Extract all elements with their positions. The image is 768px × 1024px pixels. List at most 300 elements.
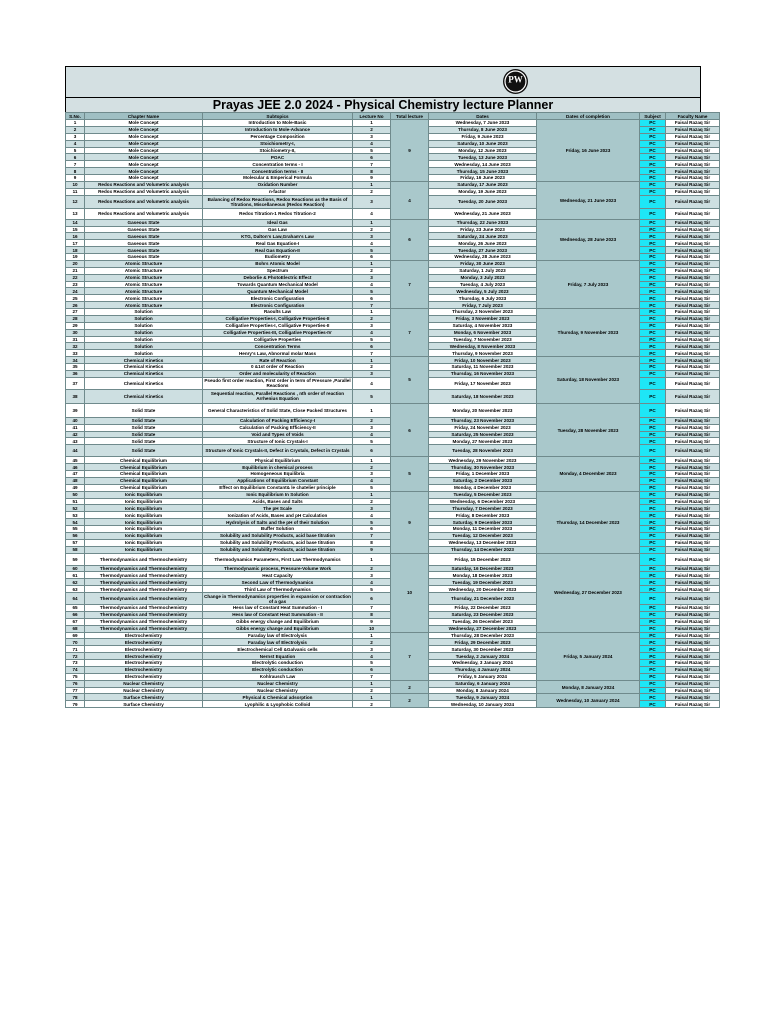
lecture-no: 5: [353, 660, 391, 667]
faculty-name: Faisal Razaq Sir: [666, 154, 720, 161]
lecture-no: 3: [353, 133, 391, 140]
chapter-name: Ionic Equilibrium: [85, 526, 203, 533]
table-row: [66, 309, 720, 316]
subject-code: PC: [640, 438, 666, 445]
lecture-no: 3: [353, 471, 391, 478]
lecture-date: Saturday, 30 December 2023: [429, 646, 537, 653]
subject-code: PC: [640, 309, 666, 316]
subtopic: Lyophilic & Lyophobic Colloid: [203, 701, 353, 708]
chapter-name: Ionic Equilibrium: [85, 539, 203, 546]
serial-no: 13: [66, 208, 85, 219]
serial-no: 26: [66, 302, 85, 309]
total-lecture: 4: [391, 181, 429, 219]
chapter-name: Ionic Equilibrium: [85, 512, 203, 519]
lecture-date: Wednesday, 21 June 2023: [429, 208, 537, 219]
chapter-name: Redox Reactions and Volumetric analysis: [85, 195, 203, 208]
subtopic: Order and molecularity of Reaction: [203, 370, 353, 377]
faculty-name: Faisal Razaq Sir: [666, 680, 720, 687]
serial-no: 35: [66, 364, 85, 371]
chapter-name: Thermodynamics and Thermochemistry: [85, 586, 203, 593]
subject-code: PC: [640, 254, 666, 261]
subject-code: PC: [640, 424, 666, 431]
chapter-name: Nuclear Chemistry: [85, 680, 203, 687]
subject-code: PC: [640, 140, 666, 147]
faculty-name: Faisal Razaq Sir: [666, 370, 720, 377]
completion-date: Friday, 7 July 2023: [537, 260, 640, 308]
subtopic: Electrolytic conduction: [203, 666, 353, 673]
faculty-name: Faisal Razaq Sir: [666, 181, 720, 188]
subtopic: Colligative Properties: [203, 336, 353, 343]
subtopic: Stoichiometry-I,: [203, 140, 353, 147]
lecture-date: Monday, 12 June 2023: [429, 147, 537, 154]
chapter-name: Gaseous State: [85, 254, 203, 261]
lecture-date: Thursday, 21 December 2023: [429, 593, 537, 605]
chapter-name: Mole Concept: [85, 147, 203, 154]
lecture-no: 6: [353, 445, 391, 457]
chapter-name: Ionic Equilibrium: [85, 491, 203, 498]
faculty-name: Faisal Razaq Sir: [666, 226, 720, 233]
subject-code: PC: [640, 618, 666, 625]
planner-sheet: [65, 66, 711, 708]
subject-code: PC: [640, 370, 666, 377]
subtopic: Kohlrausch Law: [203, 673, 353, 680]
total-lecture: 6: [391, 403, 429, 457]
lecture-date: Friday, 8 December 2023: [429, 512, 537, 519]
chapter-name: Atomic Structure: [85, 260, 203, 267]
lecture-no: 2: [353, 188, 391, 195]
faculty-name: Faisal Razaq Sir: [666, 701, 720, 708]
subject-code: PC: [640, 687, 666, 694]
faculty-name: Faisal Razaq Sir: [666, 694, 720, 701]
chapter-name: Electrochemistry: [85, 673, 203, 680]
chapter-name: Atomic Structure: [85, 295, 203, 302]
faculty-name: Faisal Razaq Sir: [666, 605, 720, 612]
lecture-date: Monday, 18 December 2023: [429, 572, 537, 579]
lecture-no: 6: [353, 526, 391, 533]
lecture-date: Friday, 5 January 2024: [429, 673, 537, 680]
lecture-no: 3: [353, 646, 391, 653]
lecture-date: Thursday, 9 November 2023: [429, 350, 537, 357]
faculty-name: Faisal Razaq Sir: [666, 505, 720, 512]
subject-code: PC: [640, 260, 666, 267]
lecture-no: 1: [353, 357, 391, 364]
lecture-date: Friday, 7 July 2023: [429, 302, 537, 309]
lecture-date: Thursday, 8 June 2023: [429, 126, 537, 133]
subject-code: PC: [640, 565, 666, 572]
subtopic: Deborlie & PhotoElectric Effect: [203, 274, 353, 281]
faculty-name: Faisal Razaq Sir: [666, 161, 720, 168]
header-dates: Dates: [429, 113, 537, 120]
subtopic: Stoichiometry-II,: [203, 147, 353, 154]
subject-code: PC: [640, 477, 666, 484]
lecture-no: 4: [353, 240, 391, 247]
serial-no: 42: [66, 431, 85, 438]
lecture-date: Tuesday, 4 July 2023: [429, 281, 537, 288]
lecture-no: 6: [353, 254, 391, 261]
chapter-name: Chemical Equilibrium: [85, 464, 203, 471]
serial-no: 57: [66, 539, 85, 546]
serial-no: 5: [66, 147, 85, 154]
lecture-no: 5: [353, 586, 391, 593]
lecture-date: Tuesday, 13 June 2023: [429, 154, 537, 161]
completion-date: Wednesday, 21 June 2023: [537, 181, 640, 219]
subtopic: Equilibrium in chemical process: [203, 464, 353, 471]
serial-no: 16: [66, 233, 85, 240]
chapter-name: Electrochemistry: [85, 666, 203, 673]
lecture-no: 2: [353, 565, 391, 572]
lecture-date: Wednesday, 6 December 2023: [429, 498, 537, 505]
faculty-name: Faisal Razaq Sir: [666, 274, 720, 281]
lecture-no: 5: [353, 288, 391, 295]
chapter-name: Atomic Structure: [85, 281, 203, 288]
serial-no: 32: [66, 343, 85, 350]
chapter-name: Mole Concept: [85, 161, 203, 168]
lecture-no: 5: [353, 519, 391, 526]
faculty-name: Faisal Razaq Sir: [666, 579, 720, 586]
subtopic: Buffer Solution: [203, 526, 353, 533]
faculty-name: Faisal Razaq Sir: [666, 539, 720, 546]
lecture-no: 4: [353, 140, 391, 147]
chapter-name: Redox Reactions and Volumetric analysis: [85, 181, 203, 188]
faculty-name: Faisal Razaq Sir: [666, 208, 720, 219]
subtopic: Second Law of Thermodynamics: [203, 579, 353, 586]
subtopic: Raoults Law: [203, 309, 353, 316]
faculty-name: Faisal Razaq Sir: [666, 611, 720, 618]
lecture-date: Friday, 15 December 2023: [429, 553, 537, 565]
subtopic: Concentration Terms: [203, 343, 353, 350]
subtopic: Effect on Equilibrium Constant& le chatelier principle: [203, 484, 353, 491]
subtopic: Structure of Ionic Crystals-II, Defect in Crystals, Defect in Crystals: [203, 445, 353, 457]
faculty-name: Faisal Razaq Sir: [666, 288, 720, 295]
chapter-name: Chemical Kinetics: [85, 364, 203, 371]
subject-code: PC: [640, 546, 666, 553]
lecture-date: Thursday, 28 December 2023: [429, 632, 537, 639]
faculty-name: Faisal Razaq Sir: [666, 254, 720, 261]
chapter-name: Thermodynamics and Thermochemistry: [85, 593, 203, 605]
chapter-name: Chemical Equilibrium: [85, 484, 203, 491]
lecture-date: Tuesday, 20 June 2023: [429, 195, 537, 208]
lecture-date: Saturday, 10 June 2023: [429, 140, 537, 147]
subject-code: PC: [640, 605, 666, 612]
serial-no: 46: [66, 464, 85, 471]
chapter-name: Mole Concept: [85, 120, 203, 127]
chapter-name: Solution: [85, 322, 203, 329]
serial-no: 66: [66, 611, 85, 618]
serial-no: 54: [66, 519, 85, 526]
chapter-name: Solid State: [85, 424, 203, 431]
faculty-name: Faisal Razaq Sir: [666, 477, 720, 484]
serial-no: 69: [66, 632, 85, 639]
lecture-no: 8: [353, 539, 391, 546]
chapter-name: Ionic Equilibrium: [85, 505, 203, 512]
chapter-name: Solution: [85, 343, 203, 350]
faculty-name: Faisal Razaq Sir: [666, 445, 720, 457]
faculty-name: Faisal Razaq Sir: [666, 572, 720, 579]
faculty-name: Faisal Razaq Sir: [666, 403, 720, 417]
chapter-name: Solution: [85, 336, 203, 343]
table-row: [66, 219, 720, 226]
subtopic: The pH Scale: [203, 505, 353, 512]
completion-date: Tuesday, 28 November 2023: [537, 403, 640, 457]
serial-no: 60: [66, 565, 85, 572]
serial-no: 15: [66, 226, 85, 233]
serial-no: 56: [66, 532, 85, 539]
faculty-name: Faisal Razaq Sir: [666, 240, 720, 247]
serial-no: 39: [66, 403, 85, 417]
subtopic: Oxidation Number: [203, 181, 353, 188]
subtopic: Solubility and Solubility Products, acid base titration: [203, 539, 353, 546]
chapter-name: Thermodynamics and Thermochemistry: [85, 625, 203, 632]
faculty-name: Faisal Razaq Sir: [666, 315, 720, 322]
subtopic: Colligative Properties-I, Colligative Properties-II: [203, 322, 353, 329]
serial-no: 28: [66, 315, 85, 322]
lecture-date: Saturday, 17 June 2023: [429, 181, 537, 188]
table-row: [66, 120, 720, 127]
subject-code: PC: [640, 611, 666, 618]
lecture-no: 2: [353, 226, 391, 233]
faculty-name: Faisal Razaq Sir: [666, 336, 720, 343]
lecture-date: Friday, 16 June 2023: [429, 175, 537, 182]
faculty-name: Faisal Razaq Sir: [666, 471, 720, 478]
lecture-no: 8: [353, 168, 391, 175]
faculty-name: Faisal Razaq Sir: [666, 389, 720, 403]
lecture-date: Tuesday, 19 December 2023: [429, 579, 537, 586]
lecture-date: Saturday, 18 November 2023: [429, 389, 537, 403]
subject-code: PC: [640, 505, 666, 512]
page-title: Prayas JEE 2.0 2024 - Physical Chemistry lecture Planner: [65, 98, 701, 112]
subtopic: Henry's Law, Abnormal molar Mass: [203, 350, 353, 357]
completion-date: Friday, 16 June 2023: [537, 120, 640, 182]
serial-no: 61: [66, 572, 85, 579]
serial-no: 27: [66, 309, 85, 316]
lecture-no: 7: [353, 161, 391, 168]
lecture-no: 2: [353, 639, 391, 646]
header-subject: Subject: [640, 113, 666, 120]
lecture-no: 4: [353, 579, 391, 586]
serial-no: 68: [66, 625, 85, 632]
subject-code: PC: [640, 240, 666, 247]
chapter-name: Ionic Equilibrium: [85, 519, 203, 526]
serial-no: 11: [66, 188, 85, 195]
lecture-no: 3: [353, 322, 391, 329]
lecture-no: 1: [353, 632, 391, 639]
faculty-name: Faisal Razaq Sir: [666, 526, 720, 533]
header-completion: Dates of completion: [537, 113, 640, 120]
serial-no: 9: [66, 175, 85, 182]
subject-code: PC: [640, 168, 666, 175]
logo-letters: PW: [508, 74, 523, 85]
serial-no: 51: [66, 498, 85, 505]
chapter-name: Gaseous State: [85, 226, 203, 233]
subject-code: PC: [640, 403, 666, 417]
lecture-date: Tuesday, 26 December 2023: [429, 618, 537, 625]
lecture-no: 9: [353, 175, 391, 182]
chapter-name: Atomic Structure: [85, 274, 203, 281]
chapter-name: Solution: [85, 329, 203, 336]
faculty-name: Faisal Razaq Sir: [666, 350, 720, 357]
subtopic: 0 &1st order of Reaction: [203, 364, 353, 371]
logo-band: [65, 66, 701, 98]
serial-no: 59: [66, 553, 85, 565]
chapter-name: Atomic Structure: [85, 302, 203, 309]
subtopic: Molecular & Emperical Formula: [203, 175, 353, 182]
chapter-name: Ionic Equilibrium: [85, 498, 203, 505]
lecture-date: Tuesday, 27 June 2023: [429, 247, 537, 254]
lecture-date: Monday, 8 January 2024: [429, 687, 537, 694]
lecture-date: Monday, 19 June 2023: [429, 188, 537, 195]
chapter-name: Thermodynamics and Thermochemistry: [85, 611, 203, 618]
total-lecture: 2: [391, 694, 429, 708]
lecture-date: Saturday, 24 June 2023: [429, 233, 537, 240]
serial-no: 49: [66, 484, 85, 491]
subject-code: PC: [640, 491, 666, 498]
subtopic: Colligative Properties-III, Colligative Properties-IV: [203, 329, 353, 336]
faculty-name: Faisal Razaq Sir: [666, 484, 720, 491]
subject-code: PC: [640, 343, 666, 350]
serial-no: 52: [66, 505, 85, 512]
lecture-date: Saturday, 2 December 2023: [429, 477, 537, 484]
chapter-name: Chemical Kinetics: [85, 377, 203, 389]
lecture-date: Wednesday, 7 June 2023: [429, 120, 537, 127]
faculty-name: Faisal Razaq Sir: [666, 666, 720, 673]
serial-no: 20: [66, 260, 85, 267]
subject-code: PC: [640, 673, 666, 680]
lecture-date: Wednesday, 3 January 2024: [429, 660, 537, 667]
lecture-date: Thursday, 15 June 2023: [429, 168, 537, 175]
subject-code: PC: [640, 154, 666, 161]
table-row: [66, 181, 720, 188]
lecture-date: Friday, 30 June 2023: [429, 260, 537, 267]
subject-code: PC: [640, 431, 666, 438]
subtopic: Ionic Equilibrium In Solution: [203, 491, 353, 498]
faculty-name: Faisal Razaq Sir: [666, 133, 720, 140]
chapter-name: Chemical Kinetics: [85, 370, 203, 377]
lecture-date: Wednesday, 20 December 2023: [429, 586, 537, 593]
serial-no: 14: [66, 219, 85, 226]
subject-code: PC: [640, 653, 666, 660]
faculty-name: Faisal Razaq Sir: [666, 377, 720, 389]
table-row: [66, 553, 720, 565]
subtopic: General Characteristics of Solid State, Close Packed Structures: [203, 403, 353, 417]
header-faculty: Faculty Name: [666, 113, 720, 120]
lecture-date: Tuesday, 12 December 2023: [429, 532, 537, 539]
subtopic: Electrolytic conduction: [203, 660, 353, 667]
chapter-name: Mole Concept: [85, 140, 203, 147]
table-row: [66, 632, 720, 639]
header-lecture-no: Lecture No: [353, 113, 391, 120]
lecture-date: Thursday, 4 January 2024: [429, 666, 537, 673]
subject-code: PC: [640, 417, 666, 424]
subject-code: PC: [640, 161, 666, 168]
serial-no: 43: [66, 438, 85, 445]
table-row: [66, 260, 720, 267]
subject-code: PC: [640, 336, 666, 343]
subject-code: PC: [640, 660, 666, 667]
subtopic: Redox Titration-1 Redox Titration-2: [203, 208, 353, 219]
subtopic: Eudiometry: [203, 254, 353, 261]
serial-no: 74: [66, 666, 85, 673]
chapter-name: Chemical Equilibrium: [85, 457, 203, 464]
subtopic: Homogeneous Equilibria: [203, 471, 353, 478]
subject-code: PC: [640, 133, 666, 140]
serial-no: 18: [66, 247, 85, 254]
lecture-no: 5: [353, 389, 391, 403]
lecture-no: 5: [353, 438, 391, 445]
chapter-name: Chemical Kinetics: [85, 357, 203, 364]
serial-no: 71: [66, 646, 85, 653]
subtopic: Electronic Configuration: [203, 295, 353, 302]
lecture-no: 9: [353, 618, 391, 625]
serial-no: 79: [66, 701, 85, 708]
header-row: [66, 113, 720, 120]
chapter-name: Ionic Equilibrium: [85, 532, 203, 539]
subject-code: PC: [640, 593, 666, 605]
serial-no: 38: [66, 389, 85, 403]
subject-code: PC: [640, 274, 666, 281]
faculty-name: Faisal Razaq Sir: [666, 281, 720, 288]
header-total-lecture: Total lecture: [391, 113, 429, 120]
lecture-date: Saturday, 9 December 2023: [429, 519, 537, 526]
faculty-name: Faisal Razaq Sir: [666, 295, 720, 302]
lecture-date: Thursday, 6 July 2023: [429, 295, 537, 302]
lecture-no: 1: [353, 181, 391, 188]
table-row: [66, 403, 720, 417]
subject-code: PC: [640, 247, 666, 254]
lecture-date: Friday, 29 December 2023: [429, 639, 537, 646]
table-row: [66, 457, 720, 464]
chapter-name: Mole Concept: [85, 133, 203, 140]
chapter-name: Solid State: [85, 403, 203, 417]
subject-code: PC: [640, 281, 666, 288]
faculty-name: Faisal Razaq Sir: [666, 639, 720, 646]
lecture-no: 3: [353, 195, 391, 208]
chapter-name: Electrochemistry: [85, 653, 203, 660]
completion-date: Thursday, 14 December 2023: [537, 491, 640, 553]
subtopic: Real Gas Equation-II: [203, 247, 353, 254]
faculty-name: Faisal Razaq Sir: [666, 126, 720, 133]
lecture-no: 2: [353, 126, 391, 133]
serial-no: 72: [66, 653, 85, 660]
faculty-name: Faisal Razaq Sir: [666, 546, 720, 553]
chapter-name: Thermodynamics and Thermochemistry: [85, 618, 203, 625]
total-lecture: 7: [391, 632, 429, 680]
subtopic: Quantum Mechanical Model: [203, 288, 353, 295]
lecture-date: Tuesday, 28 November 2023: [429, 445, 537, 457]
lecture-no: 5: [353, 484, 391, 491]
lecture-no: 1: [353, 553, 391, 565]
chapter-name: Surface Chemistry: [85, 701, 203, 708]
serial-no: 1: [66, 120, 85, 127]
chapter-name: Chemical Equilibrium: [85, 477, 203, 484]
subject-code: PC: [640, 181, 666, 188]
subject-code: PC: [640, 208, 666, 219]
subject-code: PC: [640, 226, 666, 233]
subject-code: PC: [640, 632, 666, 639]
total-lecture: 5: [391, 357, 429, 404]
serial-no: 73: [66, 660, 85, 667]
faculty-name: Faisal Razaq Sir: [666, 357, 720, 364]
subtopic: Faraday law of Electrolysis: [203, 639, 353, 646]
subtopic: Calculation of Packing Efficiency-I: [203, 417, 353, 424]
completion-date: Wednesday, 27 December 2023: [537, 553, 640, 632]
subject-code: PC: [640, 315, 666, 322]
subtopic: Gibbs energy change and Equilibrium: [203, 625, 353, 632]
subtopic: Nuclear Chemistry: [203, 680, 353, 687]
header-sno: S.No.: [66, 113, 85, 120]
serial-no: 40: [66, 417, 85, 424]
serial-no: 8: [66, 168, 85, 175]
chapter-name: Gaseous State: [85, 219, 203, 226]
